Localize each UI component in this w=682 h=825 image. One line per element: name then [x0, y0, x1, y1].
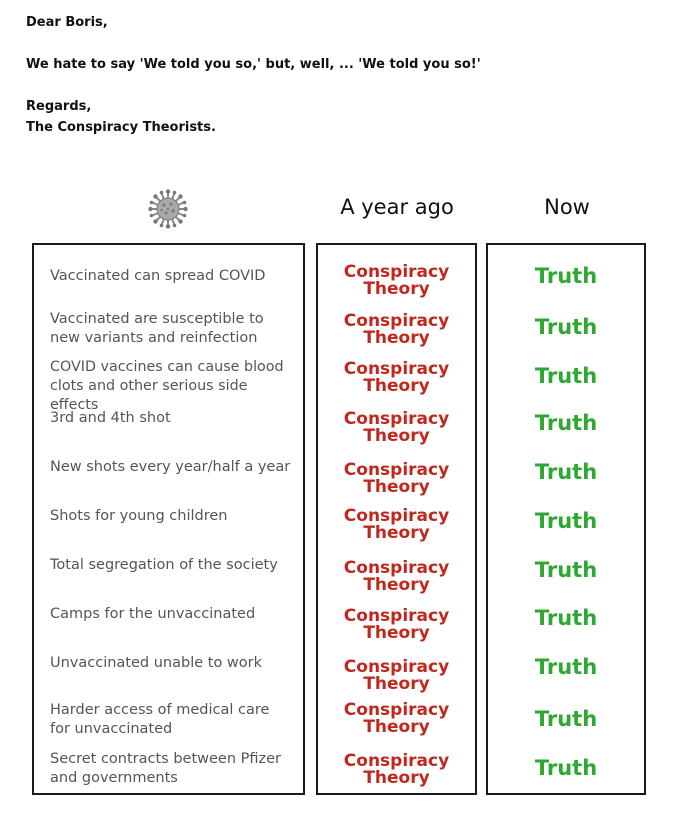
table-row — [34, 645, 303, 694]
truth-label: Truth — [534, 655, 598, 679]
truth-label: Truth — [534, 315, 598, 339]
conspiracy-theory-label: Conspiracy Theory — [343, 606, 450, 643]
claim-text: Shots for young children — [50, 508, 228, 524]
truth-label: Truth — [534, 558, 598, 582]
table-row — [34, 498, 303, 547]
table-row — [34, 351, 303, 413]
conspiracy-theory-label: Conspiracy Theory — [343, 460, 450, 497]
conspiracy-theory-label: Conspiracy Theory — [343, 657, 450, 694]
conspiracy-theory-label: Conspiracy Theory — [343, 359, 450, 396]
truth-label: Truth — [534, 606, 598, 630]
table-row — [34, 253, 303, 302]
truth-label: Truth — [534, 509, 598, 533]
claims-column — [32, 243, 305, 795]
now-column — [486, 243, 646, 795]
claim-text: Vaccinated can spread COVID — [50, 268, 266, 284]
table-row — [34, 743, 303, 792]
truth-label: Truth — [534, 756, 598, 780]
claim-text: Unvaccinated unable to work — [50, 655, 263, 671]
conspiracy-theory-label: Conspiracy Theory — [343, 311, 450, 348]
conspiracy-theory-label: Conspiracy Theory — [343, 506, 450, 543]
claim-text: 3rd and 4th shot — [50, 410, 171, 426]
conspiracy-theory-label: Conspiracy Theory — [343, 262, 450, 299]
claim-text: Total segregation of the society — [50, 557, 278, 573]
table-row — [34, 400, 303, 449]
truth-label: Truth — [534, 707, 598, 731]
letter — [26, 12, 481, 138]
claim-text: Camps for the unvaccinated — [50, 606, 256, 622]
table-row — [34, 694, 303, 743]
truth-label: Truth — [534, 411, 598, 435]
claim-text: COVID vaccines can cause blood clots and other serious side effects — [50, 359, 284, 413]
conspiracy-theory-label: Conspiracy Theory — [343, 751, 450, 788]
header-year-ago: A year ago — [340, 195, 454, 219]
truth-label: Truth — [534, 264, 598, 288]
letter-closing: Regards, — [26, 99, 92, 114]
letter-greeting: Dear Boris, — [26, 15, 108, 30]
table-row — [34, 449, 303, 498]
conspiracy-theory-label: Conspiracy Theory — [343, 409, 450, 446]
letter-message: We hate to say 'We told you so,' but, well, ... 'We told you so!' — [26, 57, 481, 72]
claim-text: New shots every year/half a year — [50, 459, 291, 475]
table-row — [34, 302, 303, 351]
virus-icon — [148, 189, 188, 229]
truth-label: Truth — [534, 460, 598, 484]
table-row — [34, 596, 303, 645]
conspiracy-theory-label: Conspiracy Theory — [343, 700, 450, 737]
claim-text: Vaccinated are susceptible to new variants and reinfection — [50, 311, 264, 346]
table-row — [34, 547, 303, 596]
truth-label: Truth — [534, 364, 598, 388]
claim-text: Secret contracts between Pfizer and governments — [50, 751, 282, 786]
year-ago-column — [316, 243, 477, 795]
conspiracy-theory-label: Conspiracy Theory — [343, 558, 450, 595]
claim-text: Harder access of medical care for unvaccinated — [50, 702, 270, 737]
header-now: Now — [544, 195, 590, 219]
letter-signature: The Conspiracy Theorists. — [26, 120, 216, 135]
